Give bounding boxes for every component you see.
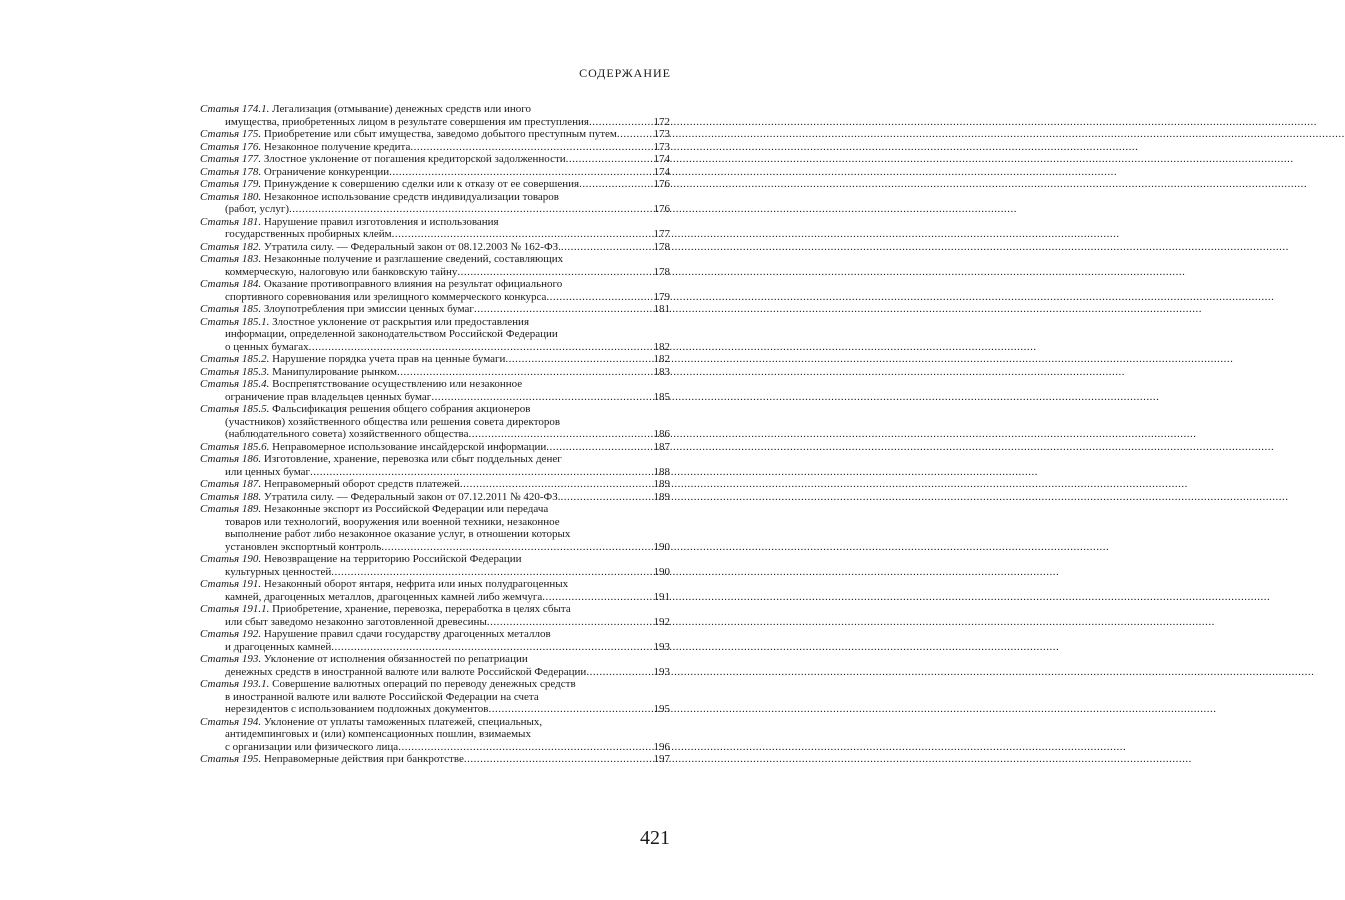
toc-entry-continuation	[200, 591, 670, 604]
article-title: с организации или физического лица	[225, 740, 399, 753]
article-label: Статья 189.	[200, 503, 262, 515]
article-title: спортивного соревнования или зрелищного коммерческого конкурса	[225, 290, 547, 303]
dot-leader	[566, 153, 653, 166]
article-title: коммерческую, налоговую или банковскую тайну	[225, 265, 458, 278]
article-label: Статья 185.2.	[200, 353, 270, 365]
toc-entry-text	[225, 291, 546, 304]
toc-entry-text	[225, 328, 558, 341]
toc-entry-text	[200, 141, 410, 154]
toc-entry-line	[200, 453, 670, 466]
toc-entry-text	[225, 691, 539, 704]
article-title: Незаконные экспорт из Российской Федерации или передача	[263, 503, 549, 515]
toc-entry-text	[200, 103, 531, 116]
dot-leader	[457, 266, 652, 279]
article-label: Статья 179.	[200, 178, 262, 190]
toc-entry-line	[200, 241, 670, 254]
toc-page-number: 191	[653, 590, 670, 603]
article-label: Статья 185.4.	[200, 378, 270, 390]
article-title: Манипулирование рынком	[272, 365, 398, 378]
toc-page-number: 190	[653, 565, 670, 578]
article-title: Воспрепятствование осуществлению или незаконное	[272, 378, 523, 390]
toc-page-number: 176	[653, 203, 670, 215]
dot-leader	[586, 666, 652, 679]
article-label: Статья 194.	[200, 715, 262, 728]
toc-entry-line	[200, 503, 670, 516]
dot-leader	[398, 741, 652, 754]
article-label: Статья 182.	[200, 240, 262, 253]
toc-page-number: 172	[653, 115, 670, 128]
article-label: Статья 190.	[200, 553, 262, 565]
article-title: Невозвращение на территорию Российской Федерации	[263, 553, 522, 565]
toc-entry-text	[200, 303, 474, 316]
toc-entry	[200, 553, 670, 578]
dot-leader	[431, 391, 652, 404]
toc-entry-continuation	[200, 691, 670, 704]
toc-entry-text	[225, 428, 468, 441]
toc-entry-text	[200, 178, 579, 191]
toc-entry-line	[200, 303, 670, 316]
dot-leader	[546, 441, 652, 454]
article-title: камней, драгоценных металлов, драгоценных камней либо жемчуга	[225, 590, 543, 603]
article-label: Статья 185.	[200, 303, 262, 315]
article-label: Статья 176.	[200, 140, 262, 153]
toc-entry-continuation	[200, 541, 670, 554]
article-label: Статья 188.	[200, 490, 262, 503]
toc-entry-text	[200, 478, 460, 491]
toc-entry-text	[200, 153, 566, 166]
toc-entry-line	[200, 278, 670, 291]
toc-entry-line	[200, 753, 670, 766]
toc-entry	[200, 603, 670, 628]
toc-entry	[200, 453, 670, 478]
toc-entry-text	[225, 266, 457, 279]
toc-page-number: 179	[653, 290, 670, 303]
dot-leader	[397, 366, 652, 379]
toc-entry	[200, 216, 670, 241]
toc-entry-line	[200, 141, 670, 154]
toc-entry-line	[200, 166, 670, 179]
dot-leader	[464, 753, 653, 766]
article-label: Статья 192.	[200, 628, 262, 640]
dot-leader	[331, 641, 652, 654]
toc-page-number: 197	[653, 753, 670, 765]
article-label: Статья 185.5.	[200, 403, 270, 415]
toc-entry-line	[200, 153, 670, 166]
toc-entry-line	[200, 653, 670, 666]
toc-entry	[200, 578, 670, 603]
toc-entry-text	[225, 728, 531, 741]
article-title: Незаконный оборот янтаря, нефрита или иных полудрагоценных	[263, 578, 569, 590]
toc-page-number: 174	[653, 165, 670, 178]
toc-entry-text	[225, 516, 560, 529]
page-number: 421	[640, 827, 670, 849]
toc-entry	[200, 478, 670, 491]
toc-entry	[200, 753, 670, 766]
toc-entry-continuation	[200, 528, 670, 541]
toc-entry-line	[200, 578, 670, 591]
dot-leader	[331, 566, 652, 579]
article-title: культурных ценностей	[225, 565, 332, 578]
toc-entry	[200, 403, 670, 441]
article-title: антидемпинговых и (или) компенсационных пошлин, взимаемых	[225, 728, 531, 740]
toc-entry	[200, 378, 670, 403]
article-title: выполнение работ либо незаконное оказание услуг, в отношении которых	[225, 528, 571, 540]
article-title: Злостное уклонение от погашения кредиторской задолженности	[263, 153, 566, 165]
toc-entry-text	[225, 541, 381, 554]
toc-entry-text	[225, 703, 488, 716]
toc-entry-text	[225, 616, 487, 629]
article-label: Статья 185.3.	[200, 365, 270, 378]
toc-entry-text	[200, 353, 505, 366]
toc-page-number: 178	[653, 240, 670, 253]
toc-entry	[200, 503, 670, 553]
toc-entry	[200, 353, 670, 366]
dot-leader	[392, 228, 653, 241]
dot-leader	[546, 291, 652, 304]
toc-page-number: 196	[653, 740, 670, 753]
toc-entry	[200, 128, 670, 141]
article-title: Ограничение конкуренции	[263, 165, 390, 178]
article-title: и драгоценных камней	[225, 640, 332, 653]
toc-entry-text	[200, 678, 576, 691]
article-title: товаров или технологий, вооружения или военной техники, незаконное	[225, 515, 560, 528]
article-title: Фальсификация решения общего собрания акционеров	[272, 403, 531, 415]
article-title: (наблюдательного совета) хозяйственного общества	[225, 428, 469, 440]
toc-entry	[200, 653, 670, 678]
dot-leader	[310, 466, 652, 479]
toc-page-number: 188	[653, 465, 670, 478]
toc-entry-line	[200, 441, 670, 454]
toc-entry-text	[225, 116, 589, 129]
toc-entry-line	[200, 316, 670, 329]
toc-entry-continuation	[200, 641, 670, 654]
article-label: Статья 175.	[200, 128, 262, 140]
toc-entry-continuation	[200, 228, 670, 241]
dot-leader	[561, 241, 653, 254]
toc-entry-continuation	[200, 516, 670, 529]
toc-entry-text	[200, 628, 551, 641]
toc-page-number: 182	[653, 340, 670, 353]
toc-page-number: 177	[653, 228, 670, 240]
article-label: Статья 181.	[200, 215, 262, 228]
dot-leader	[460, 478, 653, 491]
toc-entry-text	[225, 416, 560, 429]
toc-entry-text	[200, 278, 562, 291]
toc-entry-continuation	[200, 266, 670, 279]
toc-entry-line	[200, 378, 670, 391]
article-title: Нарушение порядка учета прав на ценные бумаги	[272, 353, 506, 365]
dot-leader	[505, 353, 652, 366]
toc-entry-text	[200, 503, 548, 516]
toc-entry-text	[200, 716, 542, 729]
dot-leader	[488, 703, 652, 716]
toc-entry	[200, 316, 670, 354]
article-title: ограничение прав владельцев ценных бумаг	[225, 390, 432, 403]
toc-entry-text	[200, 191, 559, 204]
dot-leader	[381, 541, 652, 554]
toc-entry	[200, 716, 670, 754]
toc-page-number: 186	[653, 428, 670, 440]
toc-entry-text	[200, 753, 464, 766]
article-title: государственных пробирных клейм	[225, 228, 392, 240]
article-title: Неправомерное использование инсайдерской информации	[272, 440, 547, 453]
toc-entry-text	[200, 253, 563, 266]
article-label: Статья 185.6.	[200, 440, 270, 453]
article-title: Злостное уклонение от раскрытия или предоставления	[272, 315, 530, 328]
toc-entry-text	[200, 166, 389, 179]
toc-entry-text	[200, 578, 568, 591]
toc-entry-text	[225, 528, 570, 541]
dot-leader	[561, 491, 653, 504]
article-title: Утратила силу. — Федеральный закон от 07.12.2011 № 420-ФЗ.	[263, 490, 561, 503]
toc-page-number: 190	[653, 540, 670, 553]
toc-page-number: 193	[653, 665, 670, 678]
article-label: Статья 180.	[200, 190, 262, 203]
article-title: нерезидентов с использованием подложных документов	[225, 703, 489, 715]
article-title: (работ, услуг)	[225, 203, 290, 215]
article-title: о ценных бумагах	[225, 340, 309, 353]
dot-leader	[289, 203, 652, 216]
toc-entry-line	[200, 178, 670, 191]
toc-entry-line	[200, 103, 670, 116]
toc-entry	[200, 241, 670, 254]
article-title: Приобретение или сбыт имущества, заведомо добытого преступным путем	[263, 128, 617, 140]
toc-entry	[200, 103, 670, 128]
toc-page-number: 173	[653, 140, 670, 153]
toc-entry-continuation	[200, 416, 670, 429]
article-title: или сбыт заведомо незаконно заготовленной древесины	[225, 615, 487, 628]
article-label: Статья 186.	[200, 453, 262, 465]
article-label: Статья 178.	[200, 165, 262, 178]
article-label: Статья 174.1.	[200, 103, 270, 115]
toc-entry-text	[225, 391, 431, 404]
article-title: Легализация (отмывание) денежных средств или иного	[272, 103, 532, 115]
dot-leader	[617, 128, 653, 141]
toc-entry-text	[200, 453, 562, 466]
toc-entry-text	[200, 403, 530, 416]
article-title: Уклонение от исполнения обязанностей по репатриации	[263, 653, 528, 665]
dot-leader	[474, 303, 653, 316]
toc-entry	[200, 141, 670, 154]
toc-entry-continuation	[200, 391, 670, 404]
article-label: Статья 191.1.	[200, 603, 270, 615]
toc-entry	[200, 166, 670, 179]
toc-entry-line	[200, 603, 670, 616]
toc-page-number: 187	[653, 440, 670, 453]
toc-entry-continuation	[200, 666, 670, 679]
toc-entry-line	[200, 716, 670, 729]
article-title: имущества, приобретенных лицом в результате совершения им преступления	[225, 115, 589, 128]
article-label: Статья 187.	[200, 478, 262, 490]
article-title: Приобретение, хранение, перевозка, переработка в целях сбыта	[272, 603, 571, 615]
article-title: Изготовление, хранение, перевозка или сбыт поддельных денег	[263, 453, 562, 465]
dot-leader	[487, 616, 653, 629]
toc-entry	[200, 178, 670, 191]
toc-entry-text	[225, 566, 331, 579]
toc-entry-text	[225, 591, 542, 604]
toc-page-number: 189	[653, 478, 670, 490]
toc-page-number: 193	[653, 640, 670, 653]
toc-entry	[200, 153, 670, 166]
toc-entry-continuation	[200, 328, 670, 341]
toc-entry-line	[200, 191, 670, 204]
toc-entry-text	[200, 603, 571, 616]
article-title: установлен экспортный контроль	[225, 540, 382, 553]
article-title: или ценных бумаг	[225, 465, 311, 478]
dot-leader	[389, 166, 652, 179]
toc-entry-continuation	[200, 728, 670, 741]
article-label: Статья 191.	[200, 578, 262, 590]
dot-leader	[410, 141, 652, 154]
toc-entry-continuation	[200, 116, 670, 129]
toc-page-number: 173	[653, 128, 670, 140]
toc-entry-continuation	[200, 291, 670, 304]
toc-entry	[200, 253, 670, 278]
toc-entry-continuation	[200, 428, 670, 441]
toc-entry-text	[200, 216, 499, 229]
dot-leader	[542, 591, 652, 604]
toc-entry	[200, 678, 670, 716]
toc-entry-text	[200, 653, 528, 666]
article-label: Статья 193.	[200, 653, 262, 665]
toc-entry	[200, 191, 670, 216]
toc-entry-text	[225, 466, 310, 479]
toc-page-number: 195	[653, 703, 670, 715]
article-title: Утратила силу. — Федеральный закон от 08.12.2003 № 162-ФЗ.	[263, 240, 561, 253]
toc-entry-text	[225, 228, 392, 241]
toc-entry	[200, 628, 670, 653]
toc-entry-line	[200, 128, 670, 141]
toc-page-number: 185	[653, 390, 670, 403]
article-title: Неправомерные действия при банкротстве	[263, 753, 464, 765]
toc-entry-text	[225, 641, 331, 654]
toc-entry-line	[200, 216, 670, 229]
toc-entry	[200, 303, 670, 316]
running-head: СОДЕРЖАНИЕ	[579, 66, 671, 80]
toc-entry-text	[200, 441, 546, 454]
toc-entry	[200, 441, 670, 454]
toc-entry-continuation	[200, 703, 670, 716]
toc-entry-continuation	[200, 466, 670, 479]
toc-entry-line	[200, 253, 670, 266]
article-label: Статья 193.1.	[200, 678, 270, 690]
toc-page-number: 182	[653, 353, 670, 365]
article-label: Статья 184.	[200, 278, 262, 290]
article-title: Незаконные получение и разглашение сведений, составляющих	[263, 253, 564, 265]
toc-entry-text	[225, 341, 309, 354]
article-title: Принуждение к совершению сделки или к отказу от ее совершения	[263, 178, 580, 190]
toc-entry-line	[200, 678, 670, 691]
toc-entry-text	[200, 316, 529, 329]
toc-entry-line	[200, 366, 670, 379]
toc-page-number: 181	[653, 303, 670, 315]
article-label: Статья 185.1.	[200, 315, 270, 328]
article-title: Неправомерный оборот средств платежей	[263, 478, 460, 490]
toc-entry-text	[200, 553, 522, 566]
toc-entry-text	[200, 378, 522, 391]
toc-page-number: 178	[653, 265, 670, 278]
dot-leader	[468, 428, 652, 441]
article-title: Уклонение от уплаты таможенных платежей, специальных,	[263, 715, 543, 728]
dot-leader	[309, 341, 653, 354]
toc-page-number: 189	[653, 490, 670, 503]
article-title: Оказание противоправного влияния на результат официального	[263, 278, 563, 290]
toc-entry	[200, 278, 670, 303]
dot-leader	[589, 116, 653, 129]
toc-entry-text	[225, 203, 289, 216]
toc-entry	[200, 366, 670, 379]
toc-entry-line	[200, 353, 670, 366]
article-title: Незаконное получение кредита	[263, 140, 411, 153]
toc-page-number: 176	[653, 178, 670, 190]
toc-entry-continuation	[200, 203, 670, 216]
toc-entry-line	[200, 491, 670, 504]
toc-entry-text	[225, 666, 586, 679]
toc-entry-line	[200, 403, 670, 416]
toc-page-number: 192	[653, 615, 670, 628]
article-label: Статья 183.	[200, 253, 262, 265]
toc-entry-text	[200, 241, 561, 254]
toc-entry-continuation	[200, 341, 670, 354]
toc-entry-line	[200, 553, 670, 566]
article-title: Злоупотребления при эмиссии ценных бумаг	[263, 303, 474, 315]
article-title: денежных средств в иностранной валюте или валюте Российской Федерации	[225, 665, 587, 678]
article-label: Статья 195.	[200, 753, 262, 765]
toc-entry-continuation	[200, 616, 670, 629]
article-title: Нарушение правил сдачи государству драгоценных металлов	[263, 628, 551, 640]
toc-entry-continuation	[200, 566, 670, 579]
toc-entry-text	[200, 128, 617, 141]
toc-entry-text	[225, 741, 398, 754]
toc-entry-continuation	[200, 741, 670, 754]
toc-entry-line	[200, 478, 670, 491]
dot-leader	[579, 178, 652, 191]
toc-entry-text	[200, 366, 397, 379]
article-label: Статья 177.	[200, 153, 262, 165]
table-of-contents	[200, 103, 670, 766]
article-title: Незаконное использование средств индивидуализации товаров	[263, 190, 559, 203]
article-title: (участников) хозяйственного общества или решения совета директоров	[225, 415, 561, 428]
article-title: Совершение валютных операций по переводу денежных средств	[272, 678, 576, 690]
article-title: Нарушение правил изготовления и использования	[263, 215, 499, 228]
toc-entry	[200, 491, 670, 504]
toc-page-number: 174	[653, 153, 670, 165]
toc-page-number: 183	[653, 365, 670, 378]
toc-entry-line	[200, 628, 670, 641]
article-title: информации, определенной законодательством Российской Федерации	[225, 328, 558, 340]
article-title: в иностранной валюте или валюте Российской Федерации на счета	[225, 690, 539, 703]
toc-entry-text	[200, 491, 561, 504]
